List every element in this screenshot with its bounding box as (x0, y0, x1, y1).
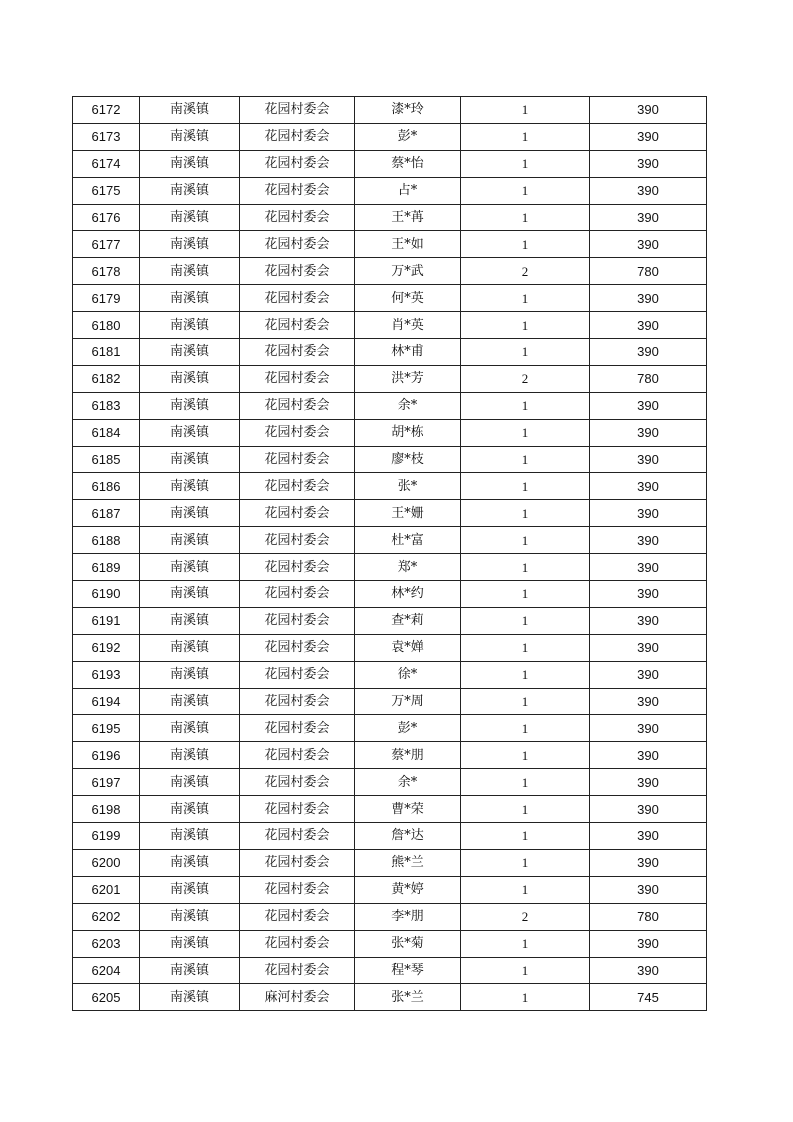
name-cell: 查*莉 (355, 607, 461, 634)
table-row (73, 796, 707, 823)
amount-cell: 390 (590, 150, 707, 177)
serial-number-cell: 6188 (73, 527, 140, 554)
amount-cell: 390 (590, 742, 707, 769)
table-row (73, 150, 707, 177)
serial-number-cell: 6203 (73, 930, 140, 957)
village-committee-cell: 花园村委会 (240, 903, 355, 930)
name-cell: 何*英 (355, 285, 461, 312)
town-cell: 南溪镇 (140, 876, 240, 903)
village-committee-cell: 花园村委会 (240, 150, 355, 177)
count-cell: 1 (461, 150, 590, 177)
name-cell: 余* (355, 392, 461, 419)
town-cell: 南溪镇 (140, 661, 240, 688)
allowance-table (72, 96, 707, 1011)
count-cell: 1 (461, 97, 590, 124)
serial-number-cell: 6205 (73, 984, 140, 1011)
amount-cell: 390 (590, 527, 707, 554)
village-committee-cell: 花园村委会 (240, 312, 355, 339)
serial-number-cell: 6199 (73, 823, 140, 850)
table-row (73, 957, 707, 984)
name-cell: 占* (355, 177, 461, 204)
serial-number-cell: 6179 (73, 285, 140, 312)
town-cell: 南溪镇 (140, 204, 240, 231)
town-cell: 南溪镇 (140, 500, 240, 527)
village-committee-cell: 花园村委会 (240, 742, 355, 769)
village-committee-cell: 花园村委会 (240, 849, 355, 876)
name-cell: 袁*婵 (355, 634, 461, 661)
count-cell: 2 (461, 258, 590, 285)
name-cell: 万*武 (355, 258, 461, 285)
village-committee-cell: 花园村委会 (240, 285, 355, 312)
serial-number-cell: 6175 (73, 177, 140, 204)
table-row (73, 419, 707, 446)
amount-cell: 390 (590, 392, 707, 419)
table-row (73, 634, 707, 661)
village-committee-cell: 花园村委会 (240, 258, 355, 285)
amount-cell: 390 (590, 634, 707, 661)
name-cell: 彭* (355, 123, 461, 150)
count-cell: 1 (461, 581, 590, 608)
amount-cell: 390 (590, 446, 707, 473)
amount-cell: 390 (590, 796, 707, 823)
serial-number-cell: 6185 (73, 446, 140, 473)
town-cell: 南溪镇 (140, 231, 240, 258)
count-cell: 1 (461, 742, 590, 769)
village-committee-cell: 麻河村委会 (240, 984, 355, 1011)
town-cell: 南溪镇 (140, 392, 240, 419)
serial-number-cell: 6174 (73, 150, 140, 177)
amount-cell: 780 (590, 258, 707, 285)
count-cell: 1 (461, 796, 590, 823)
serial-number-cell: 6195 (73, 715, 140, 742)
village-committee-cell: 花园村委会 (240, 204, 355, 231)
table-row (73, 984, 707, 1011)
town-cell: 南溪镇 (140, 903, 240, 930)
village-committee-cell: 花园村委会 (240, 97, 355, 124)
serial-number-cell: 6191 (73, 607, 140, 634)
name-cell: 王*如 (355, 231, 461, 258)
serial-number-cell: 6194 (73, 688, 140, 715)
table-row (73, 446, 707, 473)
village-committee-cell: 花园村委会 (240, 473, 355, 500)
table-row (73, 607, 707, 634)
table-row (73, 177, 707, 204)
table-row (73, 392, 707, 419)
amount-cell: 780 (590, 903, 707, 930)
table-body (73, 97, 707, 1011)
town-cell: 南溪镇 (140, 930, 240, 957)
count-cell: 1 (461, 930, 590, 957)
name-cell: 彭* (355, 715, 461, 742)
name-cell: 林*约 (355, 581, 461, 608)
table-row (73, 339, 707, 366)
serial-number-cell: 6198 (73, 796, 140, 823)
village-committee-cell: 花园村委会 (240, 231, 355, 258)
amount-cell: 390 (590, 312, 707, 339)
table-row (73, 97, 707, 124)
table-row (73, 661, 707, 688)
name-cell: 黄*婷 (355, 876, 461, 903)
table-row (73, 365, 707, 392)
count-cell: 1 (461, 339, 590, 366)
name-cell: 曹*荣 (355, 796, 461, 823)
village-committee-cell: 花园村委会 (240, 554, 355, 581)
town-cell: 南溪镇 (140, 849, 240, 876)
amount-cell: 390 (590, 607, 707, 634)
serial-number-cell: 6189 (73, 554, 140, 581)
village-committee-cell: 花园村委会 (240, 500, 355, 527)
amount-cell: 390 (590, 688, 707, 715)
town-cell: 南溪镇 (140, 796, 240, 823)
amount-cell: 390 (590, 554, 707, 581)
town-cell: 南溪镇 (140, 123, 240, 150)
village-committee-cell: 花园村委会 (240, 634, 355, 661)
amount-cell: 390 (590, 419, 707, 446)
town-cell: 南溪镇 (140, 607, 240, 634)
count-cell: 1 (461, 769, 590, 796)
count-cell: 1 (461, 823, 590, 850)
serial-number-cell: 6184 (73, 419, 140, 446)
name-cell: 洪*芳 (355, 365, 461, 392)
name-cell: 张* (355, 473, 461, 500)
name-cell: 蔡*怡 (355, 150, 461, 177)
name-cell: 郑* (355, 554, 461, 581)
village-committee-cell: 花园村委会 (240, 661, 355, 688)
count-cell: 1 (461, 177, 590, 204)
serial-number-cell: 6197 (73, 769, 140, 796)
table-row (73, 876, 707, 903)
serial-number-cell: 6192 (73, 634, 140, 661)
name-cell: 胡*栋 (355, 419, 461, 446)
count-cell: 1 (461, 312, 590, 339)
amount-cell: 390 (590, 769, 707, 796)
count-cell: 1 (461, 204, 590, 231)
count-cell: 1 (461, 688, 590, 715)
count-cell: 1 (461, 392, 590, 419)
amount-cell: 390 (590, 339, 707, 366)
table-row (73, 554, 707, 581)
amount-cell: 390 (590, 231, 707, 258)
serial-number-cell: 6180 (73, 312, 140, 339)
table-row (73, 258, 707, 285)
name-cell: 程*琴 (355, 957, 461, 984)
town-cell: 南溪镇 (140, 312, 240, 339)
town-cell: 南溪镇 (140, 957, 240, 984)
name-cell: 徐* (355, 661, 461, 688)
table-row (73, 312, 707, 339)
town-cell: 南溪镇 (140, 823, 240, 850)
amount-cell: 390 (590, 661, 707, 688)
village-committee-cell: 花园村委会 (240, 392, 355, 419)
town-cell: 南溪镇 (140, 365, 240, 392)
amount-cell: 390 (590, 823, 707, 850)
count-cell: 1 (461, 607, 590, 634)
count-cell: 2 (461, 365, 590, 392)
village-committee-cell: 花园村委会 (240, 339, 355, 366)
count-cell: 1 (461, 554, 590, 581)
village-committee-cell: 花园村委会 (240, 957, 355, 984)
table-row (73, 123, 707, 150)
table-row (73, 285, 707, 312)
village-committee-cell: 花园村委会 (240, 769, 355, 796)
name-cell: 廖*枝 (355, 446, 461, 473)
serial-number-cell: 6181 (73, 339, 140, 366)
town-cell: 南溪镇 (140, 339, 240, 366)
village-committee-cell: 花园村委会 (240, 419, 355, 446)
village-committee-cell: 花园村委会 (240, 527, 355, 554)
town-cell: 南溪镇 (140, 150, 240, 177)
serial-number-cell: 6178 (73, 258, 140, 285)
village-committee-cell: 花园村委会 (240, 581, 355, 608)
village-committee-cell: 花园村委会 (240, 177, 355, 204)
amount-cell: 390 (590, 285, 707, 312)
town-cell: 南溪镇 (140, 742, 240, 769)
table-row (73, 231, 707, 258)
table-row (73, 903, 707, 930)
serial-number-cell: 6172 (73, 97, 140, 124)
amount-cell: 390 (590, 957, 707, 984)
serial-number-cell: 6196 (73, 742, 140, 769)
table-row (73, 849, 707, 876)
serial-number-cell: 6200 (73, 849, 140, 876)
amount-cell: 390 (590, 930, 707, 957)
count-cell: 1 (461, 849, 590, 876)
count-cell: 1 (461, 876, 590, 903)
town-cell: 南溪镇 (140, 715, 240, 742)
serial-number-cell: 6183 (73, 392, 140, 419)
amount-cell: 780 (590, 365, 707, 392)
amount-cell: 390 (590, 581, 707, 608)
name-cell: 蔡*朋 (355, 742, 461, 769)
name-cell: 杜*富 (355, 527, 461, 554)
name-cell: 林*甫 (355, 339, 461, 366)
table-row (73, 473, 707, 500)
count-cell: 1 (461, 446, 590, 473)
table-row (73, 204, 707, 231)
table-row (73, 527, 707, 554)
town-cell: 南溪镇 (140, 581, 240, 608)
town-cell: 南溪镇 (140, 446, 240, 473)
serial-number-cell: 6177 (73, 231, 140, 258)
count-cell: 1 (461, 661, 590, 688)
name-cell: 王*苒 (355, 204, 461, 231)
town-cell: 南溪镇 (140, 97, 240, 124)
serial-number-cell: 6193 (73, 661, 140, 688)
village-committee-cell: 花园村委会 (240, 123, 355, 150)
count-cell: 1 (461, 634, 590, 661)
table-row (73, 500, 707, 527)
table-row (73, 688, 707, 715)
town-cell: 南溪镇 (140, 688, 240, 715)
count-cell: 1 (461, 527, 590, 554)
serial-number-cell: 6186 (73, 473, 140, 500)
town-cell: 南溪镇 (140, 769, 240, 796)
name-cell: 肖*英 (355, 312, 461, 339)
count-cell: 1 (461, 123, 590, 150)
town-cell: 南溪镇 (140, 258, 240, 285)
village-committee-cell: 花园村委会 (240, 446, 355, 473)
town-cell: 南溪镇 (140, 419, 240, 446)
village-committee-cell: 花园村委会 (240, 796, 355, 823)
amount-cell: 390 (590, 473, 707, 500)
town-cell: 南溪镇 (140, 984, 240, 1011)
village-committee-cell: 花园村委会 (240, 715, 355, 742)
table-row (73, 823, 707, 850)
count-cell: 1 (461, 500, 590, 527)
name-cell: 熊*兰 (355, 849, 461, 876)
serial-number-cell: 6201 (73, 876, 140, 903)
serial-number-cell: 6176 (73, 204, 140, 231)
table-row (73, 581, 707, 608)
amount-cell: 745 (590, 984, 707, 1011)
table-row (73, 769, 707, 796)
village-committee-cell: 花园村委会 (240, 365, 355, 392)
town-cell: 南溪镇 (140, 177, 240, 204)
village-committee-cell: 花园村委会 (240, 607, 355, 634)
town-cell: 南溪镇 (140, 554, 240, 581)
village-committee-cell: 花园村委会 (240, 876, 355, 903)
count-cell: 1 (461, 473, 590, 500)
count-cell: 2 (461, 903, 590, 930)
count-cell: 1 (461, 419, 590, 446)
amount-cell: 390 (590, 849, 707, 876)
name-cell: 漆*玲 (355, 97, 461, 124)
count-cell: 1 (461, 285, 590, 312)
count-cell: 1 (461, 957, 590, 984)
amount-cell: 390 (590, 123, 707, 150)
table-row (73, 930, 707, 957)
town-cell: 南溪镇 (140, 473, 240, 500)
count-cell: 1 (461, 231, 590, 258)
serial-number-cell: 6190 (73, 581, 140, 608)
table-row (73, 742, 707, 769)
name-cell: 余* (355, 769, 461, 796)
count-cell: 1 (461, 984, 590, 1011)
village-committee-cell: 花园村委会 (240, 823, 355, 850)
amount-cell: 390 (590, 177, 707, 204)
count-cell: 1 (461, 715, 590, 742)
amount-cell: 390 (590, 500, 707, 527)
serial-number-cell: 6187 (73, 500, 140, 527)
amount-cell: 390 (590, 715, 707, 742)
serial-number-cell: 6182 (73, 365, 140, 392)
town-cell: 南溪镇 (140, 527, 240, 554)
amount-cell: 390 (590, 876, 707, 903)
village-committee-cell: 花园村委会 (240, 930, 355, 957)
serial-number-cell: 6204 (73, 957, 140, 984)
amount-cell: 390 (590, 204, 707, 231)
name-cell: 万*周 (355, 688, 461, 715)
town-cell: 南溪镇 (140, 634, 240, 661)
name-cell: 王*姗 (355, 500, 461, 527)
name-cell: 张*菊 (355, 930, 461, 957)
name-cell: 李*朋 (355, 903, 461, 930)
table-row (73, 715, 707, 742)
serial-number-cell: 6202 (73, 903, 140, 930)
serial-number-cell: 6173 (73, 123, 140, 150)
name-cell: 詹*达 (355, 823, 461, 850)
village-committee-cell: 花园村委会 (240, 688, 355, 715)
town-cell: 南溪镇 (140, 285, 240, 312)
amount-cell: 390 (590, 97, 707, 124)
document-page (72, 96, 707, 1011)
name-cell: 张*兰 (355, 984, 461, 1011)
